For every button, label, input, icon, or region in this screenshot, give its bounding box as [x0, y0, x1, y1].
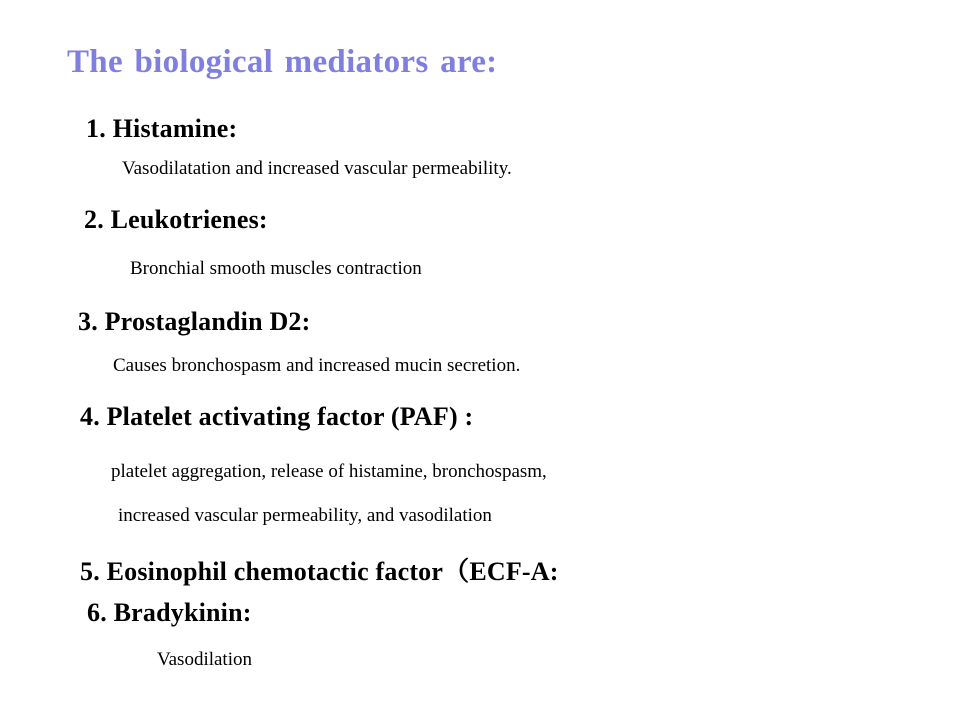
slide-title: The biological mediators are: [67, 44, 498, 80]
mediator-1-description: Vasodilatation and increased vascular permeability. [122, 158, 512, 179]
mediator-3-description: Causes bronchospasm and increased mucin secretion. [113, 355, 521, 376]
mediator-4-description-line-1: platelet aggregation, release of histamine, bronchospasm, [111, 461, 547, 482]
mediator-6-heading: 6. Bradykinin: [87, 598, 252, 627]
mediator-4-heading: 4. Platelet activating factor (PAF) : [80, 402, 474, 431]
mediator-5-heading: 5. Eosinophil chemotactic factor（ECF-A: [80, 557, 559, 586]
mediator-1-heading: 1. Histamine: [86, 114, 238, 143]
mediator-2-heading: 2. Leukotrienes: [84, 205, 268, 234]
mediator-3-heading: 3. Prostaglandin D2: [78, 307, 311, 336]
mediator-4-description-line-2: increased vascular permeability, and vasodilation [118, 505, 492, 526]
mediator-6-description: Vasodilation [157, 649, 252, 670]
mediator-2-description: Bronchial smooth muscles contraction [130, 258, 422, 279]
